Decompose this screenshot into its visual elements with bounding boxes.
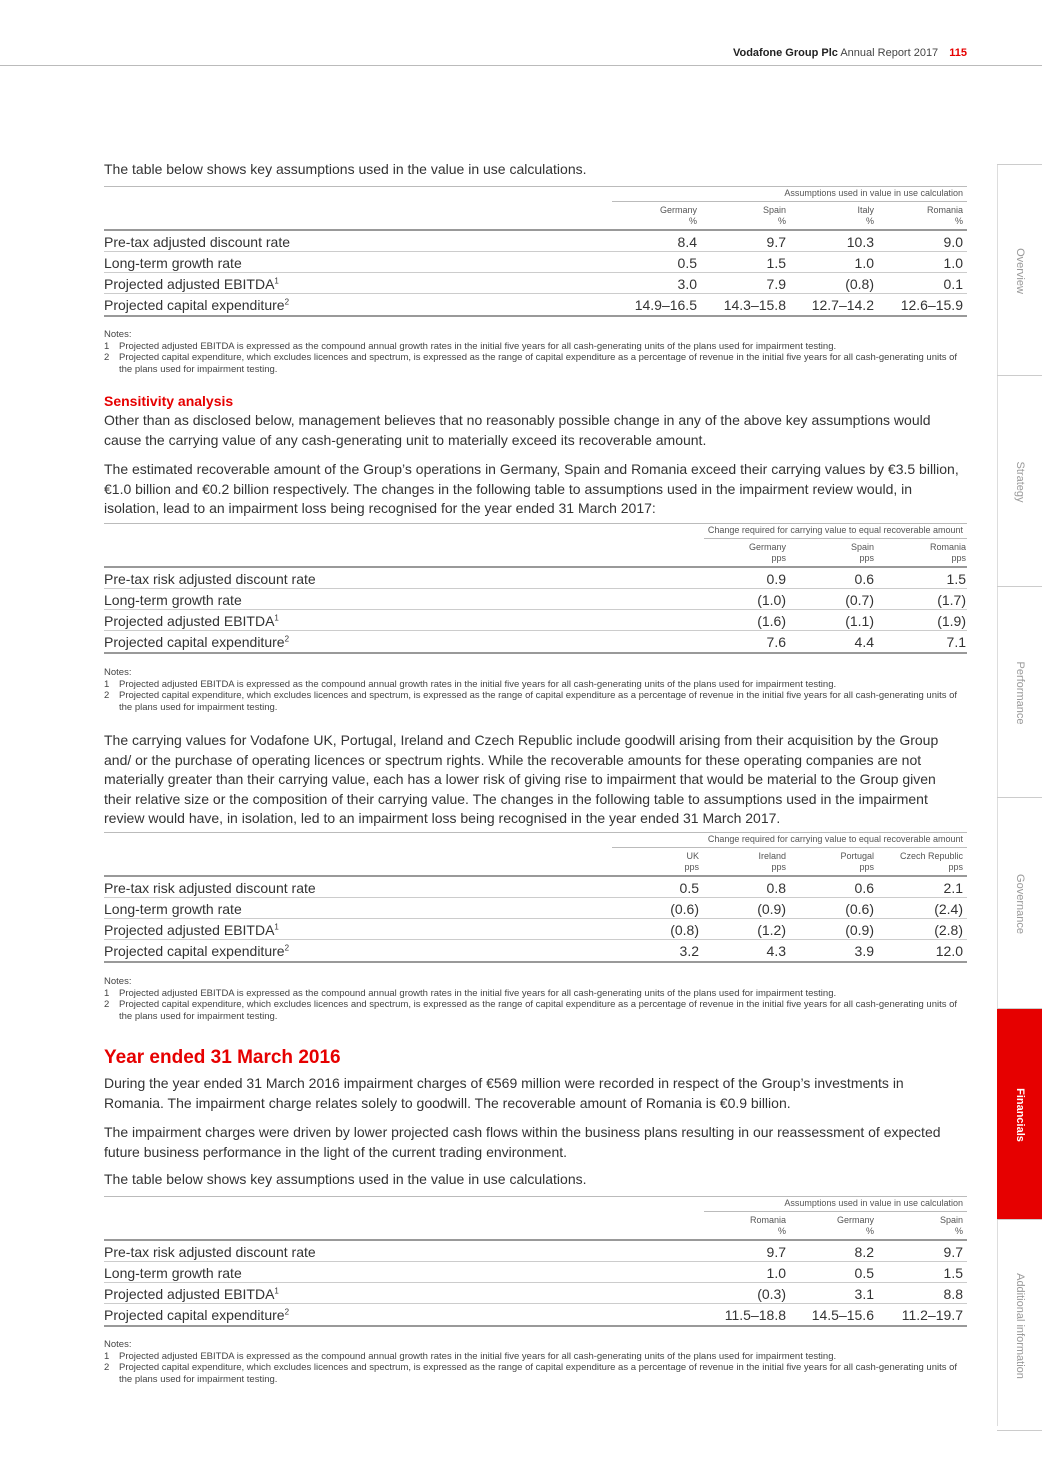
notes-title: Notes:	[104, 1339, 132, 1350]
note-text: Projected adjusted EBITDA is expressed as the compound annual growth rates in the initial five years for all cash-generating units of the plans used for impairment testing.	[119, 1350, 837, 1362]
column-header	[749, 542, 786, 564]
row-label	[104, 634, 289, 650]
table-cell: 8.4	[677, 234, 697, 250]
header-rule	[0, 65, 1042, 66]
table-cell: (0.6)	[670, 901, 699, 917]
footnote-ref: 2	[284, 634, 290, 644]
footnote-ref: 1	[274, 276, 279, 286]
table-top-rule	[104, 1196, 967, 1197]
note-item	[104, 352, 964, 375]
note-item	[104, 690, 964, 713]
table-row	[104, 273, 967, 294]
column-header	[857, 205, 874, 227]
year2016-heading: Year ended 31 March 2016	[104, 1047, 341, 1068]
note-text: Projected capital expenditure, which excludes licences and spectrum, is expressed as the range of capital expenditure as a percentage of revenue in the initial five years for all cash-generating units of the plans used for impairment testing.	[119, 690, 958, 713]
table-row	[104, 231, 967, 252]
note-item	[104, 341, 964, 353]
table-cell: 0.1	[943, 276, 963, 292]
row-label	[104, 592, 242, 608]
column-unit: %	[954, 1226, 963, 1236]
tab-performance[interactable]	[997, 586, 1042, 798]
table-cell: 1.0	[854, 255, 874, 271]
column-unit: pps	[859, 553, 874, 563]
table-cell: 8.2	[854, 1244, 874, 1260]
table-cell: 12.7–14.2	[811, 297, 874, 313]
running-header	[733, 47, 967, 59]
table-cell: 8.8	[943, 1286, 963, 1302]
table-cell: 3.0	[677, 276, 697, 292]
table-cell: 11.5–18.8	[724, 1307, 786, 1323]
note-number: 1	[104, 1350, 110, 1362]
table-cell: 7.1	[946, 634, 966, 650]
table-group-header: Assumptions used in value in use calculation	[784, 188, 963, 198]
table-row	[104, 919, 967, 940]
row-label	[104, 1244, 316, 1260]
table-cell: 12.6–15.9	[900, 297, 963, 313]
column-unit: pps	[859, 862, 874, 872]
column-name: Spain	[762, 205, 786, 215]
note-item	[104, 1351, 964, 1363]
table-cell: 1.0	[943, 255, 963, 271]
section-tabs	[997, 164, 1042, 1426]
table-row	[104, 1262, 967, 1283]
note-text: Projected capital expenditure, which excludes licences and spectrum, is expressed as the range of capital expenditure as a percentage of revenue in the initial five years for all cash-generating units of the plans used for impairment testing.	[119, 352, 958, 375]
row-label	[104, 613, 279, 629]
table-cell: 1.5	[946, 571, 966, 587]
table-cell: 0.5	[679, 880, 699, 896]
column-name: UK	[686, 851, 699, 861]
note-item	[104, 679, 964, 691]
column-name: Germany	[836, 1215, 874, 1225]
row-label	[104, 901, 242, 917]
table-cell: 12.0	[935, 943, 963, 959]
column-header	[763, 205, 786, 227]
table-cell: (0.6)	[845, 901, 874, 917]
sensitivity-para2: The estimated recoverable amount of the Group’s operations in Germany, Spain and Romania exceed their carrying values by €3.5 billion, €1.0 billion and €0.2 billion respectively. The changes in the following table to assumptions used in the impairment review would, in isolation, lead to an impairment loss being recognised for the year ended 31 March 2017:	[104, 461, 959, 516]
tab-strategy[interactable]	[997, 375, 1042, 587]
row-label-text: Pre-tax adjusted discount rate	[104, 234, 290, 250]
note-item	[104, 1362, 964, 1385]
column-unit: %	[777, 216, 786, 226]
row-label-text: Pre-tax risk adjusted discount rate	[104, 571, 316, 587]
note-item	[104, 999, 964, 1022]
year2016-intro: The table below shows key assumptions used in the value in use calculations.	[104, 1171, 587, 1187]
table-cell: (1.1)	[845, 613, 874, 629]
table-cell: 0.5	[854, 1265, 874, 1281]
row-label	[104, 922, 279, 938]
column-unit: pps	[771, 862, 786, 872]
row-label-text: Long-term growth rate	[104, 592, 242, 608]
table-top-rule	[104, 186, 967, 187]
table-cell: 3.9	[854, 943, 874, 959]
tab-overview[interactable]	[997, 164, 1042, 376]
row-label-text: Pre-tax risk adjusted discount rate	[104, 880, 316, 896]
column-header	[660, 205, 697, 227]
table-cell: (1.6)	[757, 613, 786, 629]
tab-additional-information[interactable]	[997, 1219, 1042, 1431]
column-name: Spain	[939, 1215, 963, 1225]
row-label	[104, 234, 290, 250]
table-cell: 0.6	[854, 571, 874, 587]
table-cell: 9.7	[943, 1244, 963, 1260]
table-cell: 1.5	[766, 255, 786, 271]
table-top-rule	[104, 523, 967, 524]
tab-label: Additional information	[1013, 1272, 1026, 1379]
column-name: Italy	[857, 205, 874, 215]
row-label-text: Projected adjusted EBITDA	[104, 922, 275, 938]
table-row	[104, 589, 967, 610]
table-cell: 0.5	[677, 255, 697, 271]
footnote-ref: 2	[284, 297, 290, 307]
tab-label: Overview	[1013, 247, 1026, 294]
table-cell: 1.0	[766, 1265, 786, 1281]
table-cell: 4.3	[766, 943, 786, 959]
tab-label: Financials	[1013, 1087, 1026, 1142]
table-cell: 11.2–19.7	[901, 1307, 963, 1323]
column-unit: %	[865, 216, 874, 226]
notes-table3	[104, 976, 964, 1022]
note-number: 2	[104, 1362, 110, 1373]
notes-table1	[104, 329, 964, 375]
year2016-para2: The impairment charges were driven by lower projected cash flows within the business plans resulting in our reassessment of expected future business performance in the light of the current trading environment.	[104, 1124, 941, 1160]
note-text: Projected adjusted EBITDA is expressed as the compound annual growth rates in the initial five years for all cash-generating units of the plans used for impairment testing.	[119, 987, 837, 999]
row-label-text: Projected capital expenditure	[104, 634, 285, 650]
table-cell: (1.9)	[937, 613, 966, 629]
column-unit: pps	[948, 862, 963, 872]
column-name: Germany	[659, 205, 697, 215]
table-row	[104, 294, 967, 315]
group-header-rule	[704, 538, 967, 539]
sensitivity-para1: Other than as disclosed below, management believes that no reasonably possible change in any of the above key assumptions would cause the carrying value of any cash-generating unit to materially exceed its recoverable amount.	[104, 412, 931, 448]
row-label-text: Projected adjusted EBITDA	[104, 613, 275, 629]
table-cell: 0.8	[766, 880, 786, 896]
table-bottom-rule	[104, 1325, 967, 1327]
row-label	[104, 276, 279, 292]
year2016-para1: During the year ended 31 March 2016 impairment charges of €569 million were recorded in respect of the Group’s investments in Romania. The impairment charge relates solely to goodwill. The recoverable amount of Romania is €0.9 billion.	[104, 1075, 904, 1111]
tab-governance[interactable]	[997, 797, 1042, 1009]
row-label-text: Long-term growth rate	[104, 1265, 242, 1281]
notes-title: Notes:	[104, 976, 132, 987]
table-cell: (0.9)	[757, 901, 786, 917]
notes-table4	[104, 1339, 964, 1385]
row-label	[104, 1265, 242, 1281]
row-label-text: Projected capital expenditure	[104, 943, 285, 959]
row-label-text: Projected capital expenditure	[104, 297, 285, 313]
table-row	[104, 898, 967, 919]
section1-intro: The table below shows key assumptions used in the value in use calculations.	[104, 161, 587, 177]
group-header-rule	[612, 201, 967, 202]
column-unit: pps	[771, 553, 786, 563]
table-cell: 3.2	[679, 943, 699, 959]
table-cell: (2.4)	[934, 901, 963, 917]
row-label-text: Long-term growth rate	[104, 901, 242, 917]
table-cell: 14.9–16.5	[634, 297, 697, 313]
table-cell: (0.7)	[845, 592, 874, 608]
page-number: 115	[949, 47, 967, 59]
column-unit: %	[688, 216, 697, 226]
table-cell: 14.3–15.8	[723, 297, 786, 313]
sensitivity-para3: The carrying values for Vodafone UK, Portugal, Ireland and Czech Republic include goodwill arising from their acquisition by the Group and/ or the purchase of operating licences or spectrum rights. While the recoverable amounts for these operating companies are not materially greater than their carrying value, each has a lower risk of giving rise to impairment that would be material to the Group given their relative size or the composition of their carrying value. The changes in the following table to assumptions used in the impairment review would have, in isolation, led to an impairment loss being recognised in the year ended 31 March 2017.	[104, 732, 939, 826]
tab-label: Strategy	[1013, 461, 1026, 502]
note-text: Projected capital expenditure, which excludes licences and spectrum, is expressed as the range of capital expenditure as a percentage of revenue in the initial five years for all cash-generating units of the plans used for impairment testing.	[119, 1362, 958, 1385]
column-name: Portugal	[840, 851, 874, 861]
table-cell: 9.7	[766, 234, 786, 250]
note-text: Projected adjusted EBITDA is expressed as the compound annual growth rates in the initial five years for all cash-generating units of the plans used for impairment testing.	[119, 340, 837, 352]
table-bottom-rule	[104, 652, 967, 654]
table-row	[104, 1304, 967, 1325]
table-cell: (1.7)	[937, 592, 966, 608]
report-name: Annual Report 2017	[840, 47, 939, 59]
note-item	[104, 988, 964, 1000]
table-cell: 7.6	[766, 634, 786, 650]
column-header	[750, 1215, 786, 1237]
column-header	[758, 851, 786, 873]
row-label	[104, 297, 289, 313]
table-group-header: Change required for carrying value to equal recoverable amount	[707, 525, 963, 535]
table-row	[104, 1283, 967, 1304]
column-header	[940, 1215, 963, 1237]
column-header	[851, 542, 874, 564]
table-cell: 3.1	[854, 1286, 874, 1302]
tab-financials[interactable]	[997, 1008, 1042, 1220]
column-unit: %	[865, 1226, 874, 1236]
table-row	[104, 877, 967, 898]
column-unit: pps	[951, 553, 966, 563]
table-cell: 2.1	[943, 880, 963, 896]
column-name: Romania	[926, 205, 963, 215]
note-number: 1	[104, 678, 110, 690]
table-bottom-rule	[104, 315, 967, 317]
column-name: Romania	[749, 1215, 786, 1225]
column-unit: pps	[684, 862, 699, 872]
column-header	[930, 542, 966, 564]
footnote-ref: 2	[284, 943, 290, 953]
footnote-ref: 2	[284, 1307, 290, 1317]
row-label	[104, 255, 242, 271]
table-row	[104, 252, 967, 273]
note-number: 2	[104, 352, 110, 363]
group-header-rule	[704, 1211, 967, 1212]
table-cell: 0.6	[854, 880, 874, 896]
table-cell: 0.9	[766, 571, 786, 587]
row-label-text: Long-term growth rate	[104, 255, 242, 271]
column-name: Ireland	[758, 851, 786, 861]
note-text: Projected adjusted EBITDA is expressed as the compound annual growth rates in the initial five years for all cash-generating units of the plans used for impairment testing.	[119, 678, 837, 690]
row-label	[104, 943, 289, 959]
table-cell: 9.0	[943, 234, 963, 250]
column-header	[837, 1215, 874, 1237]
note-number: 1	[104, 340, 110, 352]
table-cell: (0.3)	[757, 1286, 786, 1302]
table-cell: (0.9)	[845, 922, 874, 938]
column-header	[900, 851, 963, 873]
company-name: Vodafone Group Plc	[732, 47, 838, 59]
table-cell: 7.9	[766, 276, 786, 292]
row-label	[104, 1307, 289, 1323]
row-label-text: Projected adjusted EBITDA	[104, 276, 275, 292]
table-row	[104, 1241, 967, 1262]
table-cell: (1.0)	[757, 592, 786, 608]
table-top-rule	[104, 832, 967, 833]
column-header	[684, 851, 699, 873]
group-header-rule	[612, 847, 967, 848]
column-name: Germany	[748, 542, 786, 552]
table-cell: 14.5–15.6	[811, 1307, 874, 1323]
note-text: Projected capital expenditure, which excludes licences and spectrum, is expressed as the range of capital expenditure as a percentage of revenue in the initial five years for all cash-generating units of the plans used for impairment testing.	[119, 999, 958, 1022]
row-label-text: Pre-tax risk adjusted discount rate	[104, 1244, 316, 1260]
table-cell: 9.7	[766, 1244, 786, 1260]
tab-label: Governance	[1013, 873, 1026, 934]
row-label	[104, 1286, 279, 1302]
column-unit: %	[954, 216, 963, 226]
table-cell: 1.5	[943, 1265, 963, 1281]
notes-title: Notes:	[104, 667, 132, 678]
notes-table2	[104, 667, 964, 713]
footnote-ref: 1	[274, 922, 279, 932]
tab-label: Performance	[1013, 661, 1026, 724]
table-cell: 4.4	[854, 634, 874, 650]
table-bottom-rule	[104, 961, 967, 963]
column-name: Czech Republic	[899, 851, 963, 861]
column-header	[840, 851, 874, 873]
row-label	[104, 880, 316, 896]
table-row	[104, 631, 967, 652]
table-cell: (0.8)	[845, 276, 874, 292]
table-cell: (0.8)	[670, 922, 699, 938]
row-label-text: Projected capital expenditure	[104, 1307, 285, 1323]
table-group-header: Assumptions used in value in use calculation	[784, 1198, 963, 1208]
notes-title: Notes:	[104, 329, 132, 340]
table-row	[104, 610, 967, 631]
column-unit: %	[777, 1226, 786, 1236]
note-number: 2	[104, 999, 110, 1010]
sensitivity-heading: Sensitivity analysis	[104, 393, 234, 409]
column-name: Spain	[850, 542, 874, 552]
table-cell: (2.8)	[934, 922, 963, 938]
table-group-header: Change required for carrying value to equal recoverable amount	[707, 834, 963, 844]
note-number: 2	[104, 690, 110, 701]
footnote-ref: 1	[274, 1286, 279, 1296]
note-number: 1	[104, 987, 110, 999]
table-cell: 10.3	[846, 234, 874, 250]
sidenav-end-rule	[997, 1430, 1042, 1431]
footnote-ref: 1	[274, 613, 279, 623]
column-header	[927, 205, 963, 227]
row-label-text: Projected adjusted EBITDA	[104, 1286, 275, 1302]
column-name: Romania	[929, 542, 966, 552]
table-row	[104, 568, 967, 589]
table-row	[104, 940, 967, 961]
table-cell: (1.2)	[757, 922, 786, 938]
row-label	[104, 571, 316, 587]
